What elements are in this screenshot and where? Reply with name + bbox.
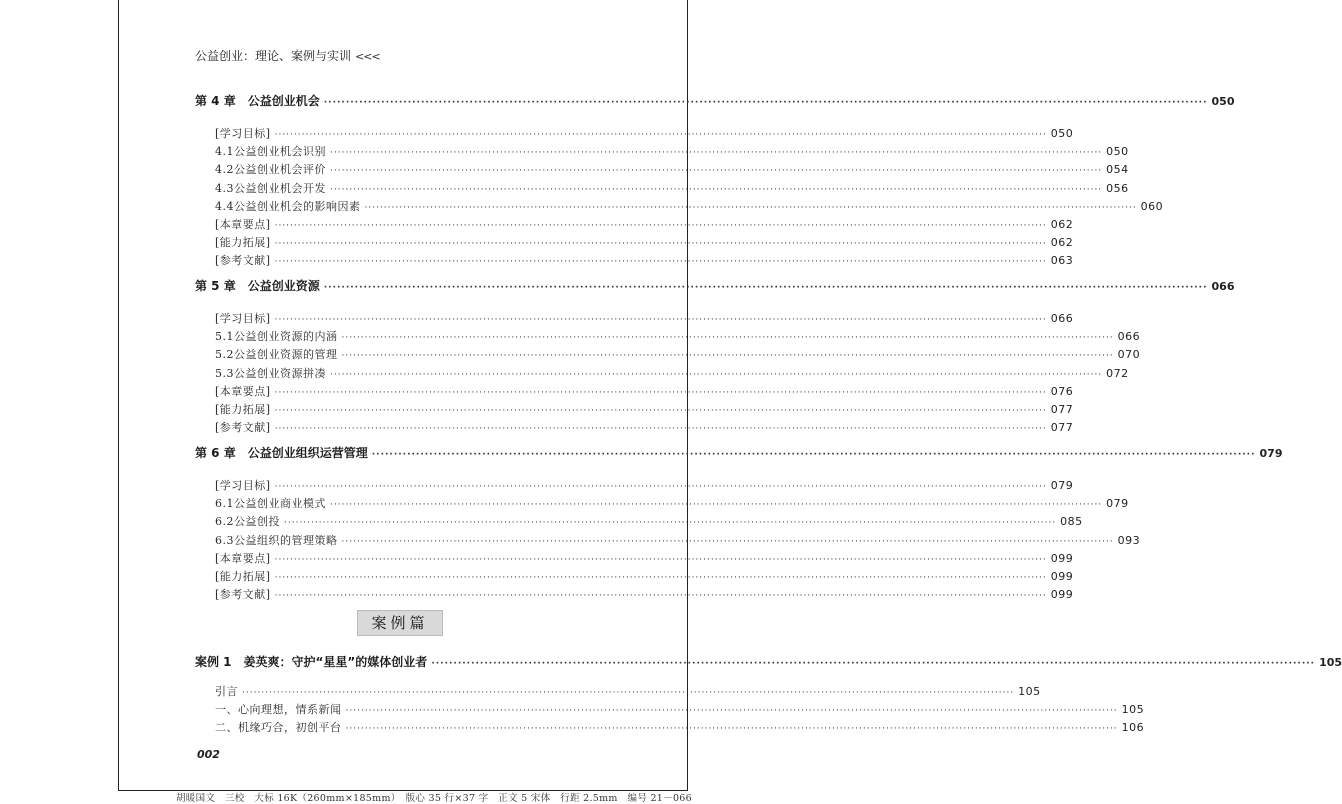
section-number: 6.1 bbox=[215, 497, 234, 510]
dot-leader: ········································································································································································································ bbox=[330, 185, 1103, 195]
running-header-title: 公益创业：理论、案例与实训 bbox=[195, 49, 352, 63]
toc-entry-row[interactable] bbox=[215, 532, 1141, 548]
entry-title: 公益创业机会开发 bbox=[234, 182, 326, 195]
dot-leader: ········································································································································································································ bbox=[330, 166, 1103, 176]
entry-title: [参考文献] bbox=[215, 254, 271, 267]
dot-leader: ········································································································································································································ bbox=[274, 388, 1047, 398]
dot-leader: ········································································································································································································ bbox=[274, 424, 1047, 434]
section-number: 4.1 bbox=[215, 145, 234, 158]
dot-leader: ········································································································································································································ bbox=[431, 659, 1316, 669]
chapter-number: 第 6 章 bbox=[195, 446, 236, 460]
toc-chapter-row[interactable] bbox=[195, 653, 1342, 669]
chapter-title: 公益创业组织运营管理 bbox=[247, 446, 368, 460]
toc-entry-row[interactable] bbox=[215, 550, 1074, 566]
entry-title: 公益创业机会识别 bbox=[234, 145, 326, 158]
entry-title: [参考文献] bbox=[215, 588, 271, 601]
entry-title: 公益创业资源拼凑 bbox=[234, 367, 326, 380]
section-number: 5.3 bbox=[215, 367, 234, 380]
chapter-title: 姜英爽：守护“星星”的媒体创业者 bbox=[243, 655, 428, 669]
section-number: 4.4 bbox=[215, 200, 234, 213]
dot-leader: ········································································································································································································ bbox=[274, 591, 1047, 601]
entry-title: 公益创业机会的影响因素 bbox=[234, 200, 361, 213]
page-reference: 063 bbox=[1050, 254, 1074, 267]
section-number: 6.3 bbox=[215, 534, 234, 547]
page-reference: 077 bbox=[1050, 403, 1074, 416]
toc-entry-row[interactable] bbox=[215, 328, 1141, 344]
page-reference: 105 bbox=[1018, 685, 1041, 698]
dot-leader: ········································································································································································································ bbox=[330, 148, 1103, 158]
page-reference: 079 bbox=[1050, 479, 1074, 492]
section-number: 5.2 bbox=[215, 348, 234, 361]
toc-entry-row[interactable] bbox=[215, 180, 1129, 196]
page-reference: 077 bbox=[1050, 421, 1074, 434]
page-reference: 056 bbox=[1106, 182, 1129, 195]
toc-entry-row[interactable] bbox=[215, 198, 1164, 214]
entry-title: 引言 bbox=[215, 685, 238, 698]
chapter-number: 第 4 章 bbox=[195, 94, 236, 108]
page-reference: 050 bbox=[1211, 95, 1235, 108]
toc-entry-row[interactable] bbox=[215, 143, 1129, 159]
page-reference: 054 bbox=[1106, 163, 1129, 176]
page-reference: 076 bbox=[1050, 385, 1074, 398]
page-reference: 072 bbox=[1106, 367, 1129, 380]
toc-entry-row[interactable] bbox=[215, 419, 1074, 435]
page-reference: 066 bbox=[1117, 330, 1141, 343]
dot-leader: ········································································································································································································ bbox=[274, 239, 1047, 249]
dot-leader: ········································································································································································································ bbox=[274, 482, 1047, 492]
dot-leader: ········································································································································································································ bbox=[330, 370, 1103, 380]
toc-entry-row[interactable] bbox=[215, 513, 1083, 529]
section-banner: 案例篇 bbox=[357, 610, 443, 636]
dot-leader: ········································································································································································································ bbox=[364, 203, 1137, 213]
dot-leader: ········································································································································································································ bbox=[274, 573, 1047, 583]
entry-title: [本章要点] bbox=[215, 218, 271, 231]
toc-entry-row[interactable] bbox=[215, 383, 1074, 399]
dot-leader: ········································································································································································································ bbox=[274, 406, 1047, 416]
running-header bbox=[195, 47, 380, 64]
toc-entry-row[interactable] bbox=[215, 216, 1074, 232]
entry-title: 公益组织的管理策略 bbox=[234, 534, 338, 547]
entry-title: 二、机缘巧合，初创平台 bbox=[215, 721, 342, 734]
entry-title: [学习目标] bbox=[215, 127, 271, 140]
print-spec-footer: 胡暖国文 三校 大标 16K（260mm×185mm） 版心 35 行×37 字 正文 5 宋体 行距 2.5mm 编号 21－066 bbox=[176, 793, 692, 804]
dot-leader: ········································································································································································································ bbox=[341, 537, 1114, 547]
dot-leader: ········································································································································································································ bbox=[341, 351, 1114, 361]
entry-title: [本章要点] bbox=[215, 552, 271, 565]
chapter-number: 案例 1 bbox=[195, 655, 232, 669]
toc-entry-row[interactable] bbox=[215, 252, 1074, 268]
toc-entry-row[interactable] bbox=[215, 719, 1145, 735]
entry-title: [参考文献] bbox=[215, 421, 271, 434]
running-header-arrows: <<< bbox=[355, 50, 380, 63]
chapter-number: 第 5 章 bbox=[195, 279, 236, 293]
chapter-title: 公益创业资源 bbox=[247, 279, 320, 293]
dot-leader: ········································································································································································································ bbox=[284, 518, 1057, 528]
section-number: 4.2 bbox=[215, 163, 234, 176]
dot-leader: ········································································································································································································ bbox=[345, 706, 1118, 716]
entry-title: [学习目标] bbox=[215, 479, 271, 492]
toc-entry-row[interactable] bbox=[215, 310, 1074, 326]
toc-entry-row[interactable] bbox=[215, 125, 1074, 141]
page-reference: 079 bbox=[1106, 497, 1129, 510]
entry-title: 公益创投 bbox=[234, 515, 280, 528]
page-reference: 060 bbox=[1140, 200, 1164, 213]
page-reference: 099 bbox=[1050, 552, 1074, 565]
dot-leader: ········································································································································································································ bbox=[330, 500, 1103, 510]
page-reference: 050 bbox=[1106, 145, 1129, 158]
entry-title: 公益创业商业模式 bbox=[234, 497, 326, 510]
dot-leader: ········································································································································································································ bbox=[323, 283, 1208, 293]
entry-title: 公益创业机会评价 bbox=[234, 163, 326, 176]
dot-leader: ········································································································································································································ bbox=[371, 450, 1256, 460]
toc-entry-row[interactable] bbox=[215, 161, 1129, 177]
toc-entry-row[interactable] bbox=[215, 586, 1074, 602]
dot-leader: ········································································································································································································ bbox=[274, 221, 1047, 231]
page-reference: 093 bbox=[1117, 534, 1141, 547]
toc-chapter-row[interactable] bbox=[195, 92, 1235, 108]
entry-title: 公益创业资源的内涵 bbox=[234, 330, 338, 343]
toc-entry-row[interactable] bbox=[215, 401, 1074, 417]
entry-title: [能力拓展] bbox=[215, 403, 271, 416]
dot-leader: ········································································································································································································ bbox=[323, 98, 1208, 108]
toc-chapter-row[interactable] bbox=[195, 444, 1283, 460]
dot-leader: ········································································································································································································ bbox=[274, 257, 1047, 267]
toc-entry-row[interactable] bbox=[215, 683, 1041, 699]
section-number: 6.2 bbox=[215, 515, 234, 528]
dot-leader: ········································································································································································································ bbox=[274, 555, 1047, 565]
dot-leader: ········································································································································································································ bbox=[242, 688, 1015, 698]
toc-chapter-row[interactable] bbox=[195, 277, 1235, 293]
entry-title: 一、心向理想，情系新闻 bbox=[215, 703, 342, 716]
page-reference: 105 bbox=[1121, 703, 1145, 716]
page-reference: 062 bbox=[1050, 236, 1074, 249]
dot-leader: ········································································································································································································ bbox=[274, 315, 1047, 325]
toc-entry-row[interactable] bbox=[215, 495, 1129, 511]
entry-title: [能力拓展] bbox=[215, 570, 271, 583]
entry-title: 公益创业资源的管理 bbox=[234, 348, 338, 361]
chapter-title: 公益创业机会 bbox=[247, 94, 320, 108]
dot-leader: ········································································································································································································ bbox=[345, 724, 1118, 734]
page-reference: 066 bbox=[1211, 280, 1235, 293]
toc-entry-row[interactable] bbox=[215, 701, 1145, 717]
page-reference: 079 bbox=[1259, 447, 1283, 460]
toc-entry-row[interactable] bbox=[215, 477, 1074, 493]
page-number: 002 bbox=[197, 748, 220, 761]
dot-leader: ········································································································································································································ bbox=[274, 130, 1047, 140]
toc-entry-row[interactable] bbox=[215, 346, 1141, 362]
page-reference: 099 bbox=[1050, 570, 1074, 583]
entry-title: [本章要点] bbox=[215, 385, 271, 398]
page-reference: 050 bbox=[1050, 127, 1074, 140]
page-reference: 085 bbox=[1060, 515, 1083, 528]
page-reference: 066 bbox=[1050, 312, 1074, 325]
page-reference: 105 bbox=[1319, 656, 1342, 669]
page-reference: 070 bbox=[1117, 348, 1141, 361]
page-reference: 099 bbox=[1050, 588, 1074, 601]
page-reference: 062 bbox=[1050, 218, 1074, 231]
toc-entry-row[interactable] bbox=[215, 365, 1129, 381]
toc-entry-row[interactable] bbox=[215, 568, 1074, 584]
section-number: 5.1 bbox=[215, 330, 234, 343]
dot-leader: ········································································································································································································ bbox=[341, 333, 1114, 343]
page-reference: 106 bbox=[1121, 721, 1145, 734]
toc-entry-row[interactable] bbox=[215, 234, 1074, 250]
entry-title: [学习目标] bbox=[215, 312, 271, 325]
entry-title: [能力拓展] bbox=[215, 236, 271, 249]
section-number: 4.3 bbox=[215, 182, 234, 195]
